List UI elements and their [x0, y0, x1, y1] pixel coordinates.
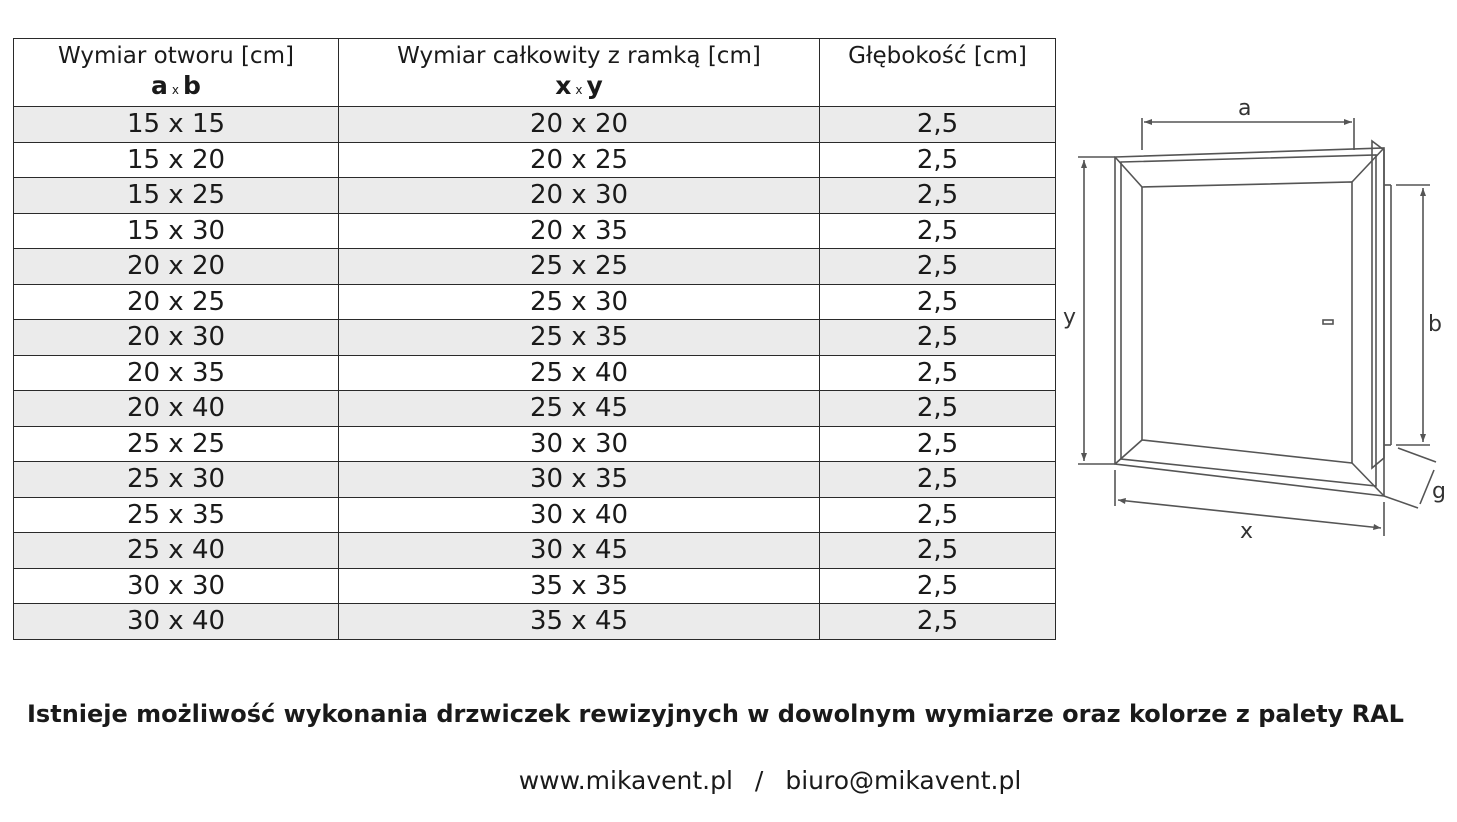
cell-total-size: 30 x 40 — [339, 497, 820, 533]
arrow-head — [1081, 160, 1087, 168]
label-b: b — [1428, 312, 1442, 337]
cell-opening-size: 30 x 40 — [14, 604, 339, 640]
email-link[interactable]: biuro@mikavent.pl — [785, 766, 1022, 795]
cell-depth: 2,5 — [820, 604, 1056, 640]
table-body — [14, 107, 1056, 640]
door-bevel — [1121, 155, 1376, 486]
cell-total-size: 25 x 35 — [339, 320, 820, 356]
cell-opening-size: 15 x 30 — [14, 213, 339, 249]
symbol-sep: x — [575, 83, 583, 97]
table-row — [14, 426, 1056, 462]
cell-total-size: 25 x 25 — [339, 249, 820, 285]
table-row — [14, 355, 1056, 391]
arrow-head — [1118, 498, 1126, 504]
cell-total-size: 25 x 45 — [339, 391, 820, 427]
bevel-corner — [1352, 463, 1384, 496]
arrow-head — [1081, 453, 1087, 461]
door-dimension-diagram — [1058, 90, 1453, 560]
cell-depth: 2,5 — [820, 568, 1056, 604]
cell-opening-size: 25 x 40 — [14, 533, 339, 569]
arrow-head — [1420, 434, 1426, 442]
cell-opening-size: 15 x 25 — [14, 178, 339, 214]
table-row — [14, 462, 1056, 498]
arrow-head — [1344, 119, 1352, 125]
table-row — [14, 178, 1056, 214]
cell-total-size: 20 x 20 — [339, 107, 820, 143]
table-row — [14, 284, 1056, 320]
table-row — [14, 107, 1056, 143]
cell-depth: 2,5 — [820, 462, 1056, 498]
cell-opening-size: 25 x 35 — [14, 497, 339, 533]
symbol-y: y — [586, 71, 603, 100]
cell-opening-size: 25 x 25 — [14, 426, 339, 462]
cell-depth: 2,5 — [820, 178, 1056, 214]
cell-depth: 2,5 — [820, 533, 1056, 569]
cell-depth: 2,5 — [820, 391, 1056, 427]
header-depth — [820, 39, 1056, 107]
symbol-sep: x — [171, 83, 180, 97]
lock-icon — [1323, 320, 1333, 324]
cell-total-size: 20 x 35 — [339, 213, 820, 249]
cell-depth: 2,5 — [820, 284, 1056, 320]
cell-depth: 2,5 — [820, 107, 1056, 143]
cell-opening-size: 20 x 25 — [14, 284, 339, 320]
custom-size-note: Istnieje możliwość wykonania drzwiczek rewizyjnych w dowolnym wymiarze oraz kolorze z palety RAL — [27, 700, 1404, 728]
cell-depth: 2,5 — [820, 213, 1056, 249]
cell-opening-size: 15 x 15 — [14, 107, 339, 143]
cell-opening-size: 20 x 35 — [14, 355, 339, 391]
table-row — [14, 142, 1056, 178]
label-a: a — [1238, 96, 1252, 121]
cell-total-size: 30 x 45 — [339, 533, 820, 569]
header-label: Głębokość [cm] — [848, 43, 1027, 69]
label-y: y — [1063, 305, 1077, 330]
door-outer-frame — [1115, 148, 1384, 496]
cell-total-size: 35 x 35 — [339, 568, 820, 604]
cell-total-size: 20 x 25 — [339, 142, 820, 178]
header-opening-size — [14, 39, 339, 107]
table-row — [14, 249, 1056, 285]
cell-depth: 2,5 — [820, 249, 1056, 285]
arrow-head — [1420, 188, 1426, 196]
header-symbols — [14, 70, 338, 106]
cell-total-size: 30 x 30 — [339, 426, 820, 462]
door-frame-depth — [1372, 141, 1384, 468]
cell-depth: 2,5 — [820, 497, 1056, 533]
table-row — [14, 320, 1056, 356]
cell-opening-size: 20 x 30 — [14, 320, 339, 356]
symbol-x: x — [555, 71, 572, 100]
bevel-corner — [1352, 148, 1384, 182]
cell-opening-size: 20 x 40 — [14, 391, 339, 427]
label-x: x — [1240, 519, 1254, 544]
table-row — [14, 604, 1056, 640]
cell-depth: 2,5 — [820, 320, 1056, 356]
arrow-head — [1373, 524, 1381, 530]
door-panel — [1142, 182, 1352, 463]
cell-opening-size: 25 x 30 — [14, 462, 339, 498]
cell-depth: 2,5 — [820, 426, 1056, 462]
cell-depth: 2,5 — [820, 355, 1056, 391]
cell-total-size: 25 x 40 — [339, 355, 820, 391]
cell-opening-size: 20 x 20 — [14, 249, 339, 285]
cell-depth: 2,5 — [820, 142, 1056, 178]
table-row — [14, 568, 1056, 604]
dimensions-table — [13, 38, 1056, 640]
cell-total-size: 25 x 30 — [339, 284, 820, 320]
cell-total-size: 35 x 45 — [339, 604, 820, 640]
header-symbols — [339, 70, 819, 106]
header-label: Wymiar otworu [cm] — [58, 43, 294, 69]
cell-opening-size: 15 x 20 — [14, 142, 339, 178]
contact-separator: / — [754, 766, 764, 795]
dim-g-ext-bottom — [1384, 496, 1418, 508]
table-row — [14, 497, 1056, 533]
table-header-row — [14, 39, 1056, 107]
arrow-head — [1144, 119, 1152, 125]
cell-total-size: 20 x 30 — [339, 178, 820, 214]
cell-total-size: 30 x 35 — [339, 462, 820, 498]
symbol-a: a — [151, 71, 168, 100]
header-label: Wymiar całkowity z ramką [cm] — [397, 43, 761, 69]
website-link[interactable]: www.mikavent.pl — [518, 766, 733, 795]
label-g: g — [1432, 479, 1446, 504]
dim-g-ext-top — [1398, 448, 1436, 462]
header-total-size — [339, 39, 820, 107]
contact-line — [0, 766, 1457, 795]
table-row — [14, 533, 1056, 569]
cell-opening-size: 30 x 30 — [14, 568, 339, 604]
table-row — [14, 213, 1056, 249]
table-row — [14, 391, 1056, 427]
symbol-b: b — [183, 71, 201, 100]
